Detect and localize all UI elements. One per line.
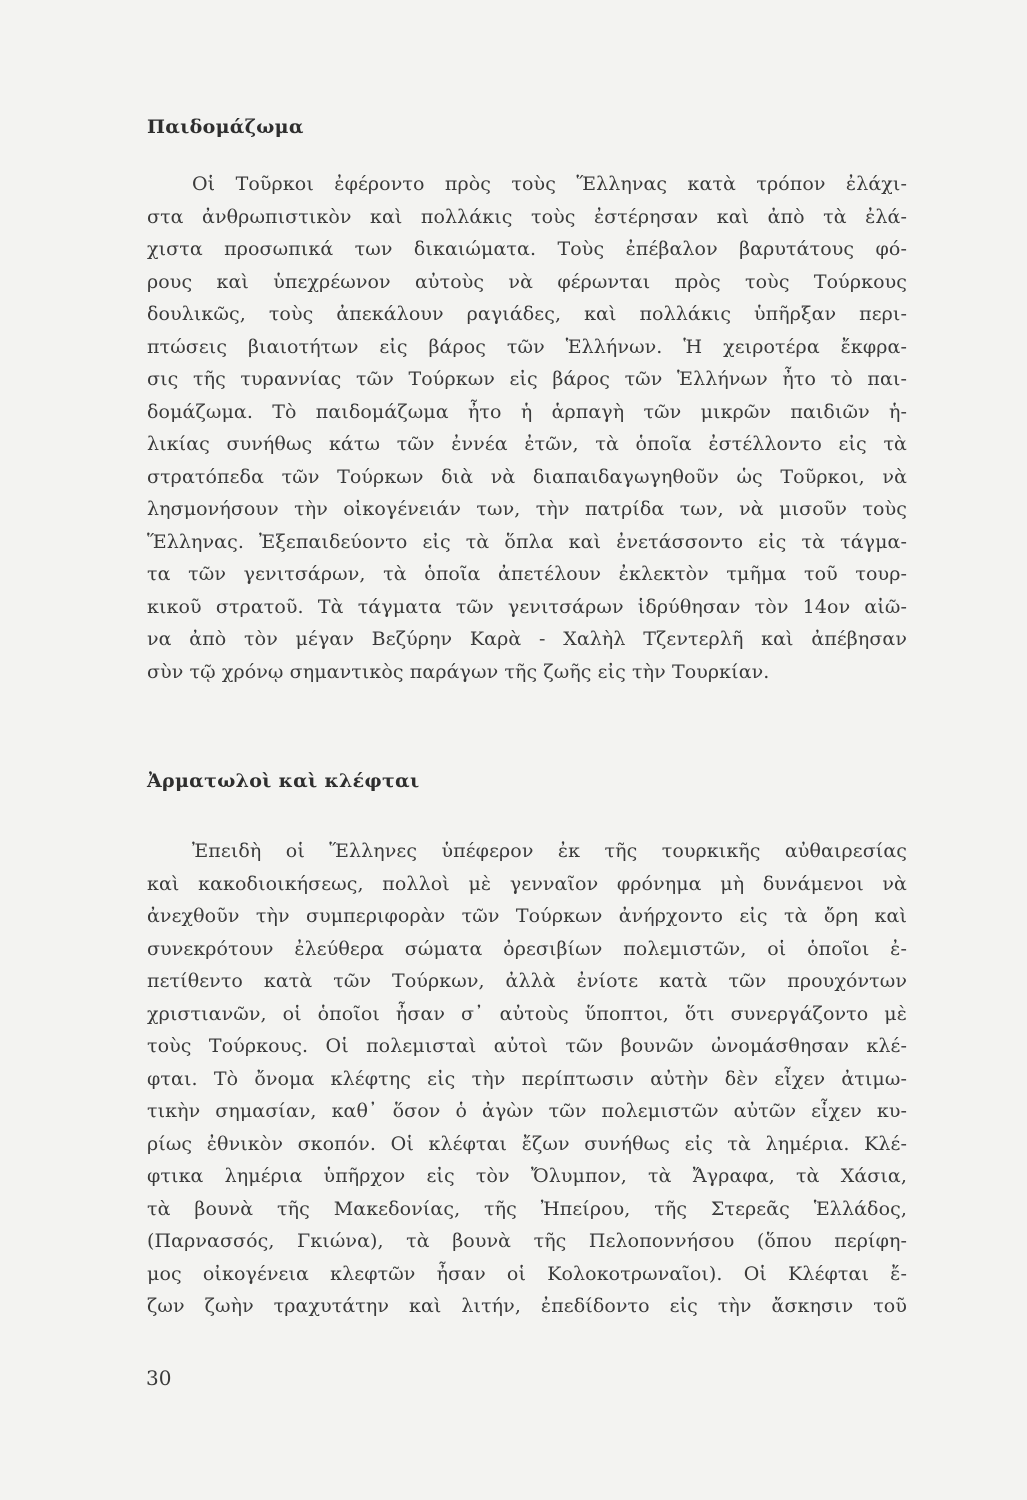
text-line: ζων ζωὴν τραχυτάτην καὶ λιτήν, ἐπεδίδοντο εἰς τὴν ἄσκησιν τοῦ [147,1295,907,1317]
text-line: πτώσεις βιαιοτήτων εἰς βάρος τῶν Ἑλλήνων. Ἡ χειροτέρα ἔκφρα- [147,335,907,358]
text-line: ρίως ἐθνικὸν σκοπόν. Οἱ κλέφται ἔζων συνήθως εἰς τὰ λημέρια. Κλέ- [147,1132,907,1155]
text-line: χιστα προσωπικά των δικαιώματα. Τοὺς ἐπέβαλον βαρυτάτους φό- [147,238,907,260]
text-line: συνεκρότουν ἐλεύθερα σώματα ὀρεσιβίων πολεμιστῶν, οἱ ὁποῖοι ἐ- [147,937,907,960]
text-line: δουλικῶς, τοὺς ἀπεκάλουν ραγιάδες, καὶ πολλάκις ὑπῆρξαν περι- [147,303,907,325]
text-line: λησμονήσουν τὴν οἰκογένειάν των, τὴν πατρίδα των, νὰ μισοῦν τοὺς [147,498,907,520]
text-line: χριστιανῶν, οἱ ὁποῖοι ἦσαν σ᾿ αὐτοὺς ὕποπτοι, ὅτι συνεργάζοντο μὲ [147,1002,907,1025]
text-line: τὰ βουνὰ τῆς Μακεδονίας, τῆς Ἠπείρου, τῆς Στερεᾶς Ἑλλάδος, [147,1197,907,1220]
text-line: να ἀπὸ τὸν μέγαν Βεζύρην Καρὰ - Χαλὴλ Τζεντερλῆ καὶ ἀπέβησαν [147,628,907,650]
text-line: δομάζωμα. Τὸ παιδομάζωμα ἦτο ἡ ἁρπαγὴ τῶν μικρῶν παιδιῶν ἡ- [147,400,907,423]
text-line: καὶ κακοδιοικήσεως, πολλοὶ μὲ γενναῖον φρόνημα μὴ δυνάμενοι νὰ [147,872,907,895]
text-line: φται. Τὸ ὄνομα κλέφτης εἰς τὴν περίπτωσιν αὐτὴν δὲν εἶχεν ἀτιμω- [147,1067,907,1090]
text-line: τοὺς Τούρκους. Οἱ πολεμισταὶ αὐτοὶ τῶν βουνῶν ὠνομάσθησαν κλέ- [147,1035,907,1057]
text-line: λικίας συνήθως κάτω τῶν ἐννέα ἐτῶν, τὰ ὁποῖα ἐστέλλοντο εἰς τὰ [147,433,907,455]
text-line: στα ἀνθρωπιστικὸν καὶ πολλάκις τοὺς ἐστέρησαν καὶ ἀπὸ τὰ ἐλά- [147,205,907,228]
text-line: κικοῦ στρατοῦ. Τὰ τάγματα τῶν γενιτσάρων ἱδρύθησαν τὸν 14ον αἰῶ- [147,595,907,618]
text-line: σις τῆς τυραννίας τῶν Τούρκων εἰς βάρος τῶν Ἑλλήνων ἦτο τὸ παι- [147,368,907,390]
text-line: ρους καὶ ὑπεχρέωνον αὐτοὺς νὰ φέρωνται πρὸς τοὺς Τούρκους [147,270,907,293]
text-line: τα τῶν γενιτσάρων, τὰ ὁποῖα ἀπετέλουν ἐκλεκτὸν τμῆμα τοῦ τουρ- [147,563,907,585]
paragraph-paidomazoma [147,168,907,688]
text-line: τικὴν σημασίαν, καθ᾿ ὅσον ὁ ἀγὼν τῶν πολεμιστῶν αὐτῶν εἶχεν κυ- [147,1100,907,1122]
text-line: Οἱ Τοῦρκοι ἐφέροντο πρὸς τοὺς Ἕλληνας κατὰ τρόπον ἐλάχι- [192,173,907,195]
text-line: (Παρνασσός, Γκιώνα), τὰ βουνὰ τῆς Πελοποννήσου (ὅπου περίφη- [147,1230,907,1252]
text-line: μος οἰκογένεια κλεφτῶν ἦσαν οἱ Κολοκοτρωναῖοι). Οἱ Κλέφται ἔ- [147,1262,907,1285]
text-line: σὺν τῷ χρόνῳ σημαντικὸς παράγων τῆς ζωῆς εἰς τὴν Τουρκίαν. [147,660,770,683]
section-title-paidomazoma: Παιδομάζωμα [147,116,304,138]
text-line: φτικα λημέρια ὑπῆρχον εἰς τὸν Ὄλυμπον, τὰ Ἄγραφα, τὰ Χάσια, [147,1165,907,1187]
paragraph-armatoloi [147,835,907,1323]
text-line: Ἕλληνας. Ἐξεπαιδεύοντο εἰς τὰ ὅπλα καὶ ἐνετάσσοντο εἰς τὰ τάγμα- [147,530,907,553]
text-line: ἀνεχθοῦν τὴν συμπεριφορὰν τῶν Τούρκων ἀνήρχοντο εἰς τὰ ὄρη καὶ [147,905,907,927]
page-number: 30 [146,1366,172,1390]
text-line: Ἐπειδὴ οἱ Ἕλληνες ὑπέφερον ἐκ τῆς τουρκικῆς αὐθαιρεσίας [192,840,907,862]
text-line: πετίθεντο κατὰ τῶν Τούρκων, ἀλλὰ ἐνίοτε κατὰ τῶν προυχόντων [147,970,907,992]
section-title-armatoloi: Ἀρματωλοὶ καὶ κλέφται [147,770,420,792]
text-line: στρατόπεδα τῶν Τούρκων διὰ νὰ διαπαιδαγωγηθοῦν ὡς Τοῦρκοι, νὰ [147,465,907,488]
